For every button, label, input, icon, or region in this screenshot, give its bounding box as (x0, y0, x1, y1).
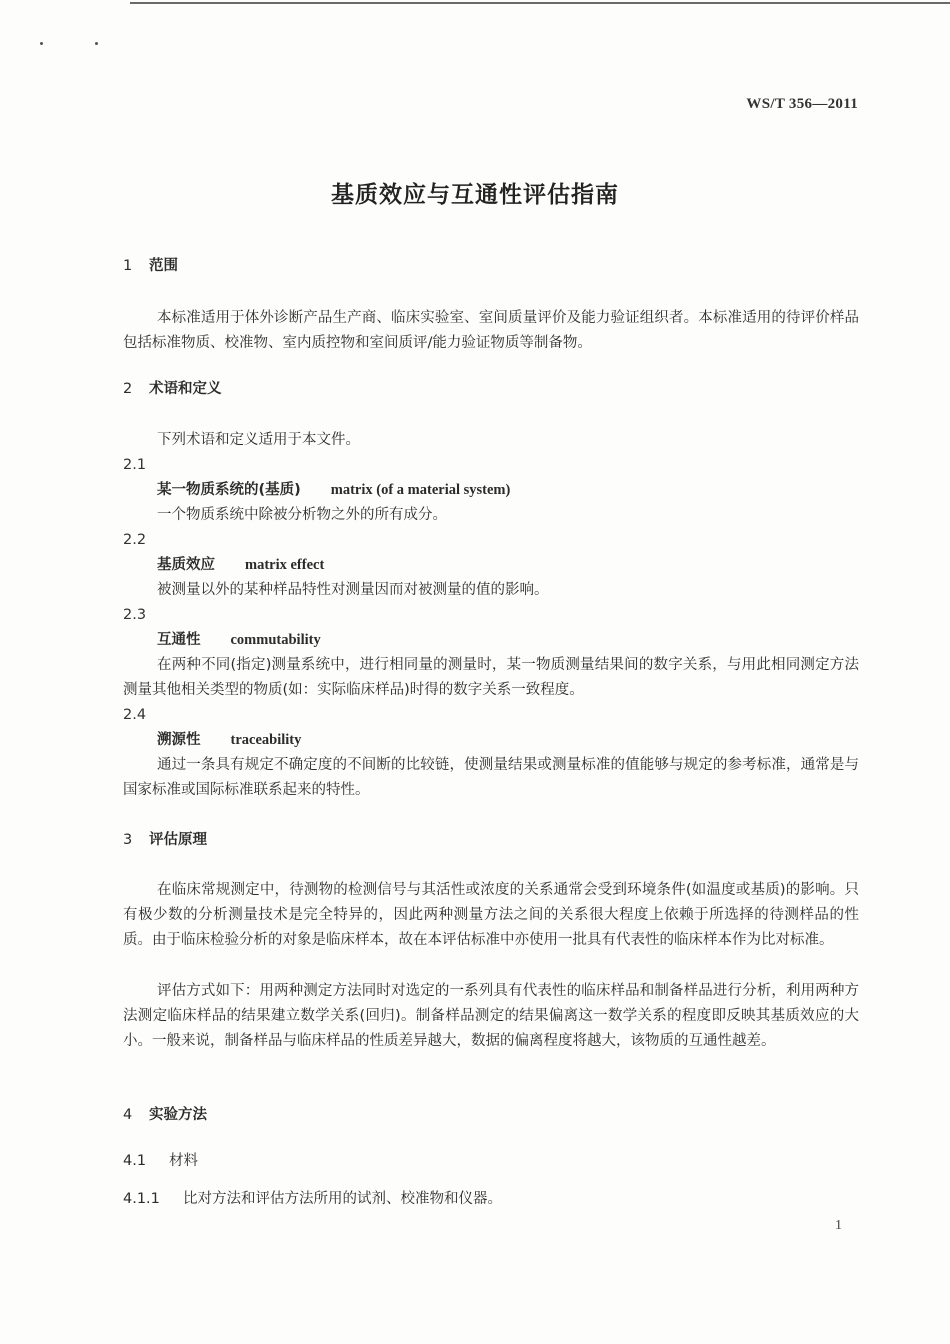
standard-number: WS/T 356—2011 (746, 96, 858, 112)
section-number: 1 (123, 258, 133, 274)
scan-speck (40, 42, 43, 45)
clause-number: 2.1 (123, 457, 147, 473)
term-definition: 在两种不同(指定)测量系统中，进行相同量的测量时，某一物质测量结果间的数字关系，与用此相同测定方法测量其他相关类型的物质(如：实际临床样品)时得的数字关系一致程度。 (123, 657, 859, 698)
clause-number: 2.2 (123, 532, 147, 548)
subsection-text: 比对方法和评估方法所用的试剂、校准物和仪器。 (183, 1191, 502, 1207)
section-number: 2 (123, 381, 133, 397)
section-number: 3 (123, 832, 133, 848)
term-definition: 通过一条具有规定不确定度的不间断的比较链，使测量结果或测量标准的值能够与规定的参考标准，通常是与国家标准或国际标准联系起来的特性。 (123, 757, 859, 798)
section-title: 实验方法 (149, 1107, 207, 1123)
paragraph-principle-2: 评估方式如下：用两种测定方法同时对选定的一系列具有代表性的临床样品和制备样品进行分析，利用两种方法测定临床样品的结果建立数学关系(回归)。制备样品测定的结果偏离这一数学关系的程度即反映其基质效应的大小。一般来说，制备样品与临床样品的性质差异越大，数据的偏离程度将越大，该物质的互通性越差。 (123, 983, 859, 1049)
document-title: 基质效应与互通性评估指南 (331, 182, 619, 208)
section-heading-3 (123, 828, 207, 853)
section-heading-4 (123, 1103, 207, 1128)
section-heading-1 (123, 254, 178, 279)
term-definition: 一个物质系统中除被分析物之外的所有成分。 (157, 507, 447, 523)
term-chinese: 溯源性 (157, 732, 201, 748)
term-chinese: 某一物质系统的(基质) (157, 482, 301, 498)
term-english: commutability (230, 632, 321, 648)
term-chinese: 基质效应 (157, 557, 215, 573)
subsection-title: 材料 (169, 1153, 198, 1169)
section-title: 术语和定义 (149, 381, 222, 397)
term-entry (157, 478, 510, 503)
paragraph-principle-1: 在临床常规测定中，待测物的检测信号与其活性或浓度的关系通常会受到环境条件(如温度或基质)的影响。只有极少数的分析测量技术是完全特异的，因此两种测量方法之间的关系很大程度上依赖于所选择的待测样品的性质。由于临床检验分析的对象是临床样本，故在本评估标准中亦使用一批具有代表性的临床样本作为比对标准。 (123, 882, 859, 948)
paragraph-scope: 本标准适用于体外诊断产品生产商、临床实验室、室间质量评价及能力验证组织者。本标准适用的待评价样品包括标准物质、校准物、室内质控物和室间质评/能力验证物质等制备物。 (123, 310, 859, 351)
page-number: 1 (835, 1218, 842, 1233)
subsection-number: 4.1 (123, 1153, 147, 1169)
section-title: 范围 (149, 258, 178, 274)
term-entry (157, 728, 301, 753)
term-chinese: 互通性 (157, 632, 201, 648)
clause-number: 2.4 (123, 707, 147, 723)
section-title: 评估原理 (149, 832, 207, 848)
term-english: matrix (of a material system) (330, 482, 511, 498)
subsection-heading-4-1 (123, 1149, 198, 1174)
term-english: matrix effect (245, 557, 325, 573)
paragraph-terms-intro: 下列术语和定义适用于本文件。 (157, 432, 360, 448)
term-english: traceability (230, 732, 302, 748)
scan-speck (95, 42, 98, 45)
top-rule (130, 2, 950, 4)
term-definition: 被测量以外的某种样品特性对测量因而对被测量的值的影响。 (157, 582, 549, 598)
term-entry (157, 628, 321, 653)
term-entry (157, 553, 324, 578)
clause-number: 2.3 (123, 607, 147, 623)
section-heading-2 (123, 377, 222, 402)
subsection-item-4-1-1 (123, 1187, 502, 1212)
subsection-number: 4.1.1 (123, 1191, 160, 1207)
section-number: 4 (123, 1107, 133, 1123)
